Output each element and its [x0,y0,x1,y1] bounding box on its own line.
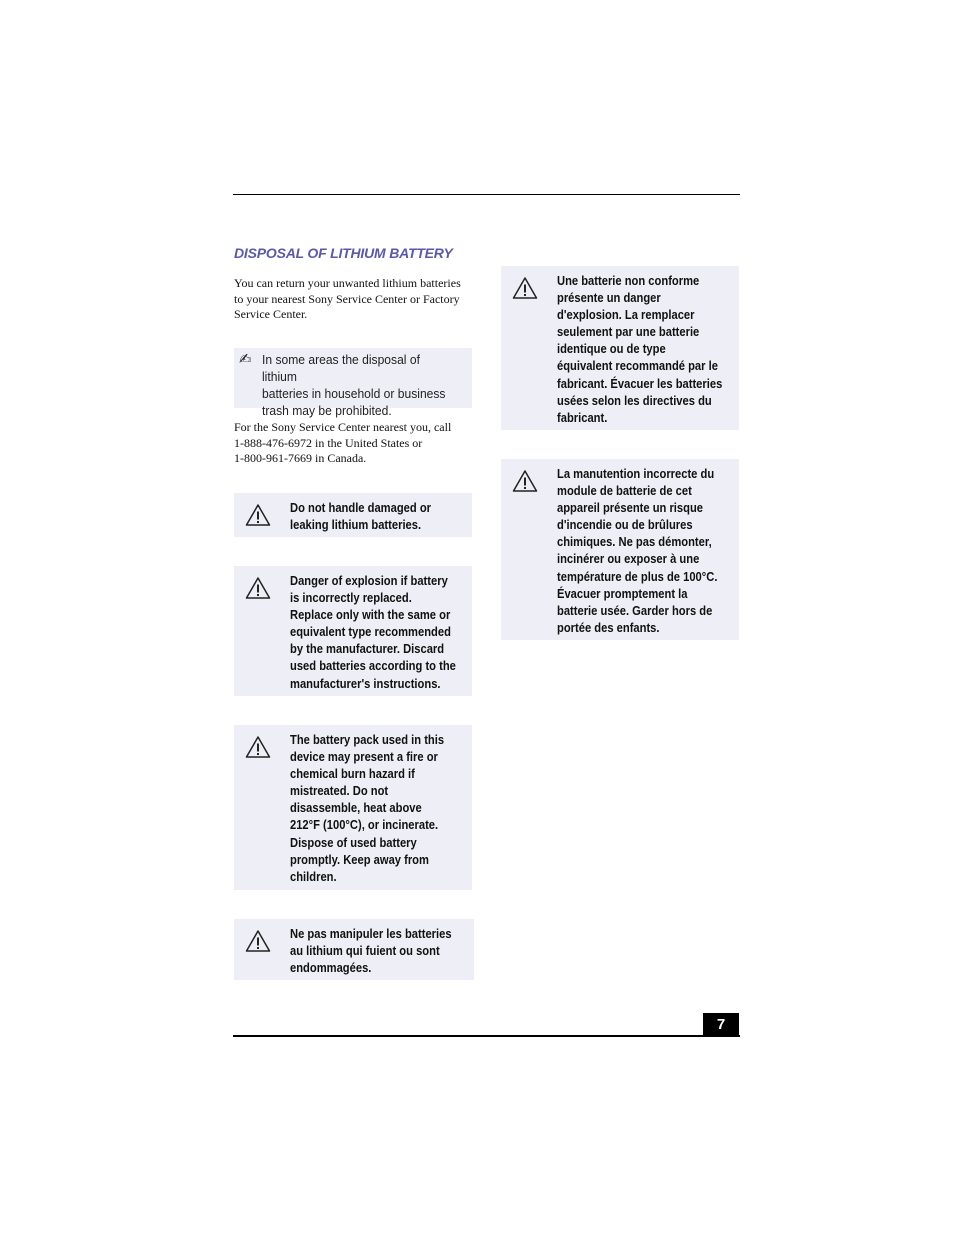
warning-line: seulement par une batterie [557,324,700,340]
contact-line: 1-888-476-6972 in the United States or [234,435,423,450]
warning-text [557,272,722,426]
warning-text [290,925,452,976]
warning-triangle-icon [245,503,271,527]
intro-line: You can return your unwanted lithium batteries [234,276,461,290]
warning-line: promptly. Keep away from [290,851,429,867]
warning-box-batterie-non-conforme [501,266,739,430]
warning-text [290,731,444,885]
intro-paragraph [234,276,474,323]
warning-line: présente un danger [557,290,661,306]
warning-box-fire-hazard [234,725,472,890]
warning-line: identique ou de type [557,341,666,357]
warning-line: d'incendie ou de brûlures [557,517,693,533]
warning-line: usées selon les directives du [557,392,712,408]
note-line: trash may be prohibited. [262,403,392,418]
warning-line: équivalent recommandé par le [557,358,718,374]
warning-line: fabricant. [557,409,608,425]
warning-line: Une batterie non conforme [557,273,700,288]
warning-triangle-icon [512,276,538,300]
warning-line: Ne pas manipuler les batteries [290,926,452,941]
warning-line: Replace only with the same or [290,607,451,623]
warning-line: The battery pack used in this [290,732,445,747]
note-line: batteries in household or business [262,386,446,401]
warning-line: chemical burn hazard if [290,766,415,782]
warning-triangle-icon [512,469,538,493]
warning-line: is incorrectly replaced. [290,590,412,606]
warning-line: Do not handle damaged or [290,500,432,515]
warning-line: batterie usée. Garder hors de [557,602,713,618]
warning-line: incinérer ou exposer à une [557,551,700,567]
warning-line: 212°F (100°C), or incinerate. [290,817,439,833]
warning-text [290,572,456,692]
warning-line: manufacturer's instructions. [290,675,441,691]
warning-line: by the manufacturer. Discard [290,641,445,657]
warning-line: used batteries according to the [290,658,456,674]
warning-triangle-icon [245,576,271,600]
intro-line: Service Center. [234,307,308,322]
note-box [234,348,472,418]
warning-line: endommagées. [290,960,372,976]
warning-line: d'explosion. La remplacer [557,307,695,323]
warning-line: fabricant. Évacuer les batteries [557,375,723,391]
warning-line: module de batterie de cet [557,483,692,499]
pencil-note-icon: ✍ [239,350,252,368]
warning-line: mistreated. Do not [290,783,389,799]
contact-line: For the Sony Service Center nearest you, call [234,420,452,434]
warning-triangle-icon [245,735,271,759]
warning-text [557,465,717,636]
warning-box-manutention [501,459,739,640]
warning-line: température de plus de 100°C. [557,568,718,584]
warning-box-explosion [234,566,472,696]
warning-line: leaking lithium batteries. [290,517,422,533]
warning-line: equivalent type recommended [290,624,451,640]
warning-line: children. [290,868,337,884]
warning-line: Danger of explosion if battery [290,573,448,588]
top-rule [233,194,740,195]
contact-line: 1-800-961-7669 in Canada. [234,451,367,466]
note-text [262,351,455,419]
warning-text [290,499,431,533]
warning-line: Évacuer promptement la [557,585,688,601]
section-heading: DISPOSAL OF LITHIUM BATTERY [234,245,453,261]
warning-line: chimiques. Ne pas démonter, [557,534,712,550]
warning-triangle-icon [245,929,271,953]
intro-line: to your nearest Sony Service Center or Factory [234,291,460,306]
warning-line: portée des enfants. [557,619,660,635]
warning-box-damaged [234,493,472,537]
warning-line: disassemble, heat above [290,800,422,816]
warning-line: appareil présente un risque [557,500,704,516]
bottom-rule [233,1035,740,1037]
contact-paragraph [234,420,474,467]
warning-line: au lithium qui fuient ou sont [290,943,440,959]
warning-box-ne-pas-manipuler [234,919,474,980]
warning-line: La manutention incorrecte du [557,466,715,481]
page-number: 7 [703,1013,739,1037]
warning-line: Dispose of used battery [290,834,417,850]
note-line: In some areas the disposal of lithium [262,352,420,384]
warning-line: device may present a fire or [290,749,438,765]
